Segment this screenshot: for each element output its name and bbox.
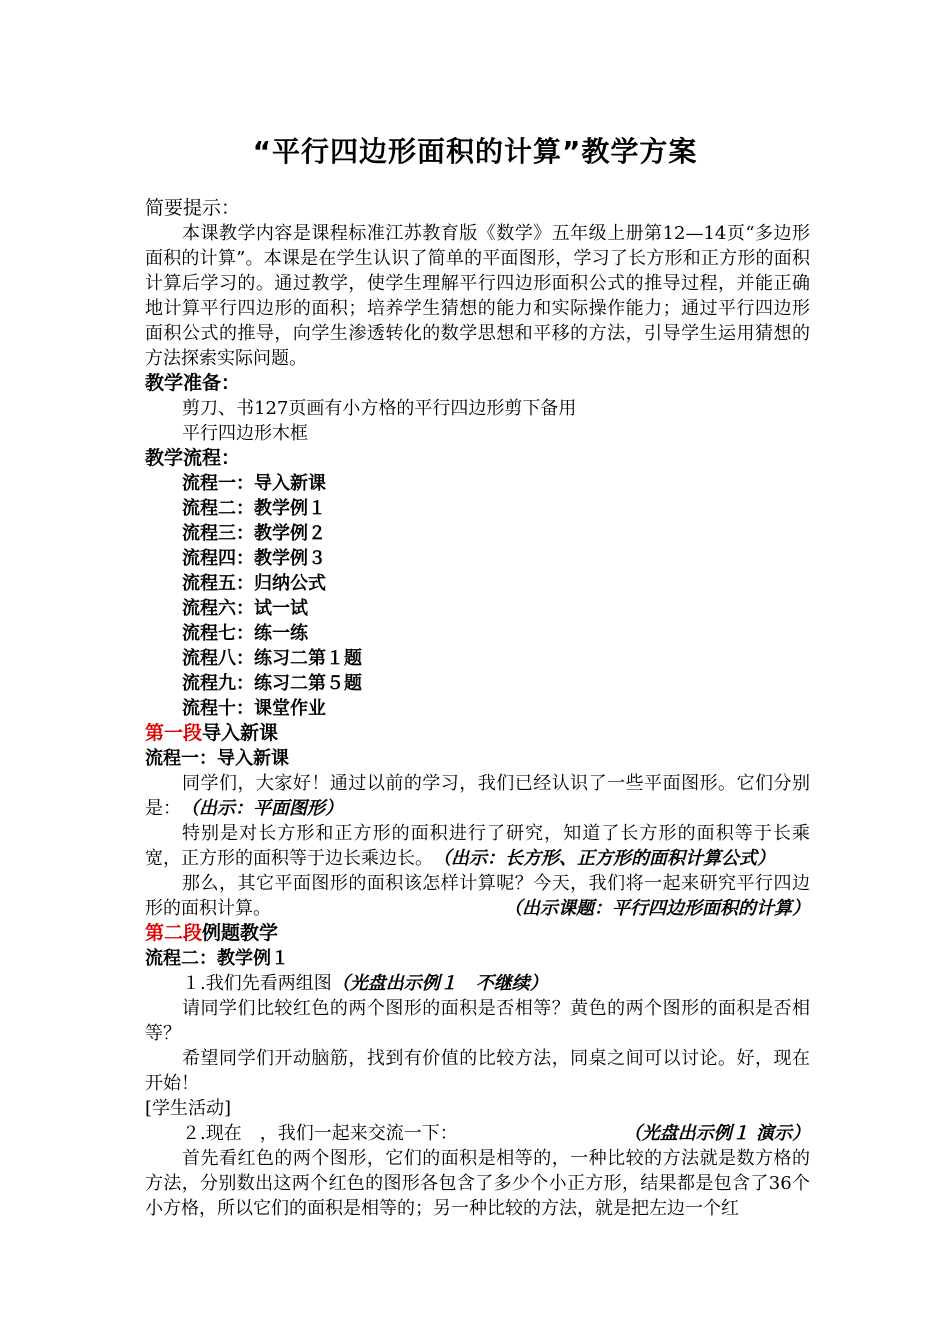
section1-p2-text: 特别是对长方形和正方形的面积进行了研究，知道了长方形的面积等于长乘宽，正方形的面积等于边长乘边长。: [145, 823, 810, 869]
section2-paragraph: [145, 971, 810, 996]
flow-list-item: 流程三：教学例２: [182, 523, 326, 544]
flow-list-item: 流程五：归纳公式: [182, 573, 326, 594]
section1-p1-note: （出示：平面图形）: [181, 798, 343, 819]
section2-paragraph: 希望同学们开动脑筋，找到有价值的比较方法，同桌之间可以讨论。好，现在开始！: [145, 1048, 810, 1094]
flow-list-item: 流程二：教学例１: [182, 498, 326, 519]
section2-p1-text: １.我们先看两组图: [182, 973, 332, 994]
flow-list-item: 流程八：练习二第１题: [182, 648, 362, 669]
section2-seg-title: 例题教学: [202, 922, 279, 944]
flow-heading: 教学流程：: [145, 447, 241, 469]
section1-paragraph: [145, 821, 810, 871]
section1-p3-text: 那么，其它平面图形的面积该怎样计算呢？今天，我们将一起来研究平行四边形的面积计算。: [145, 873, 810, 919]
section1-p2-note: （出示：长方形、正方形的面积计算公式）: [442, 848, 775, 869]
section1-paragraph: [145, 771, 810, 821]
section1-p3-note: （出示课题：平行四边形面积的计算）: [504, 898, 810, 919]
section1-flow-title: 流程一：导入新课: [145, 748, 289, 769]
summary-heading: 简要提示：: [145, 197, 241, 219]
prep-heading: 教学准备：: [145, 372, 241, 394]
section2-paragraph: 请同学们比较红色的两个图形的面积是否相等？黄色的两个图形的面积是否相等？: [145, 998, 810, 1044]
section1-seg-label: 第一段: [145, 722, 203, 744]
section2-paragraph: [145, 1121, 810, 1146]
flow-list-item: 流程四：教学例３: [182, 548, 326, 569]
flow-list-item: 流程七：练一练: [182, 623, 308, 644]
prep-item: 剪刀、书127页画有小方格的平行四边形剪下备用: [182, 398, 577, 419]
document-body: [145, 196, 810, 1221]
flow-list-item: 流程十：课堂作业: [182, 698, 326, 719]
section2-seg-label: 第二段: [145, 922, 203, 944]
flow-list: [145, 471, 810, 721]
prep-item: 平行四边形木框: [182, 423, 308, 444]
section2-p4-note: （光盘出示例１ 演示）: [623, 1123, 810, 1144]
flow-list-item: 流程一：导入新课: [182, 473, 326, 494]
section2-flow-title: 流程二：教学例１: [145, 948, 289, 969]
student-activity-label: [学生活动]: [145, 1098, 232, 1119]
section1-p1-text: 同学们，大家好！通过以前的学习，我们已经认识了一些平面图形。它们分别是：: [145, 773, 810, 819]
section1-seg-title: 导入新课: [202, 722, 279, 744]
summary-text: 本课教学内容是课程标准江苏教育版《数学》五年级上册第12—14页“多边形面积的计算”。本课是在学生认识了简单的平面图形，学习了长方形和正方形的面积计算后学习的。通过教学，使学生理解平行四边形面积公式的推导过程，并能正确地计算平行四边形的面积；培养学生猜想的能力和实际操作能力；通过平行四边形面积公式的推导，向学生渗透转化的数学思想和平移的方法，引导学生运用猜想的方法探索实际问题。: [145, 223, 810, 369]
section2-paragraph: 首先看红色的两个图形，它们的面积是相等的，一种比较的方法就是数方格的方法，分别数出这两个红色的图形各包含了多少个小正方形，结果都是包含了36个小方格，所以它们的面积是相等的；另一种比较的方法，就是把左边一个红: [145, 1148, 810, 1219]
section1-heading: [145, 721, 810, 746]
flow-list-item: 流程六：试一试: [182, 598, 308, 619]
section2-p4-text: ２.现在 ，我们一起来交流一下：: [182, 1123, 458, 1144]
document-title: “平行四边形面积的计算”教学方案: [252, 135, 698, 168]
section1-paragraph: [145, 871, 810, 921]
flow-list-item: 流程九：练习二第５题: [182, 673, 362, 694]
section2-p1-note: （光盘出示例１ 不继续）: [331, 973, 548, 994]
section2-heading: [145, 921, 810, 946]
